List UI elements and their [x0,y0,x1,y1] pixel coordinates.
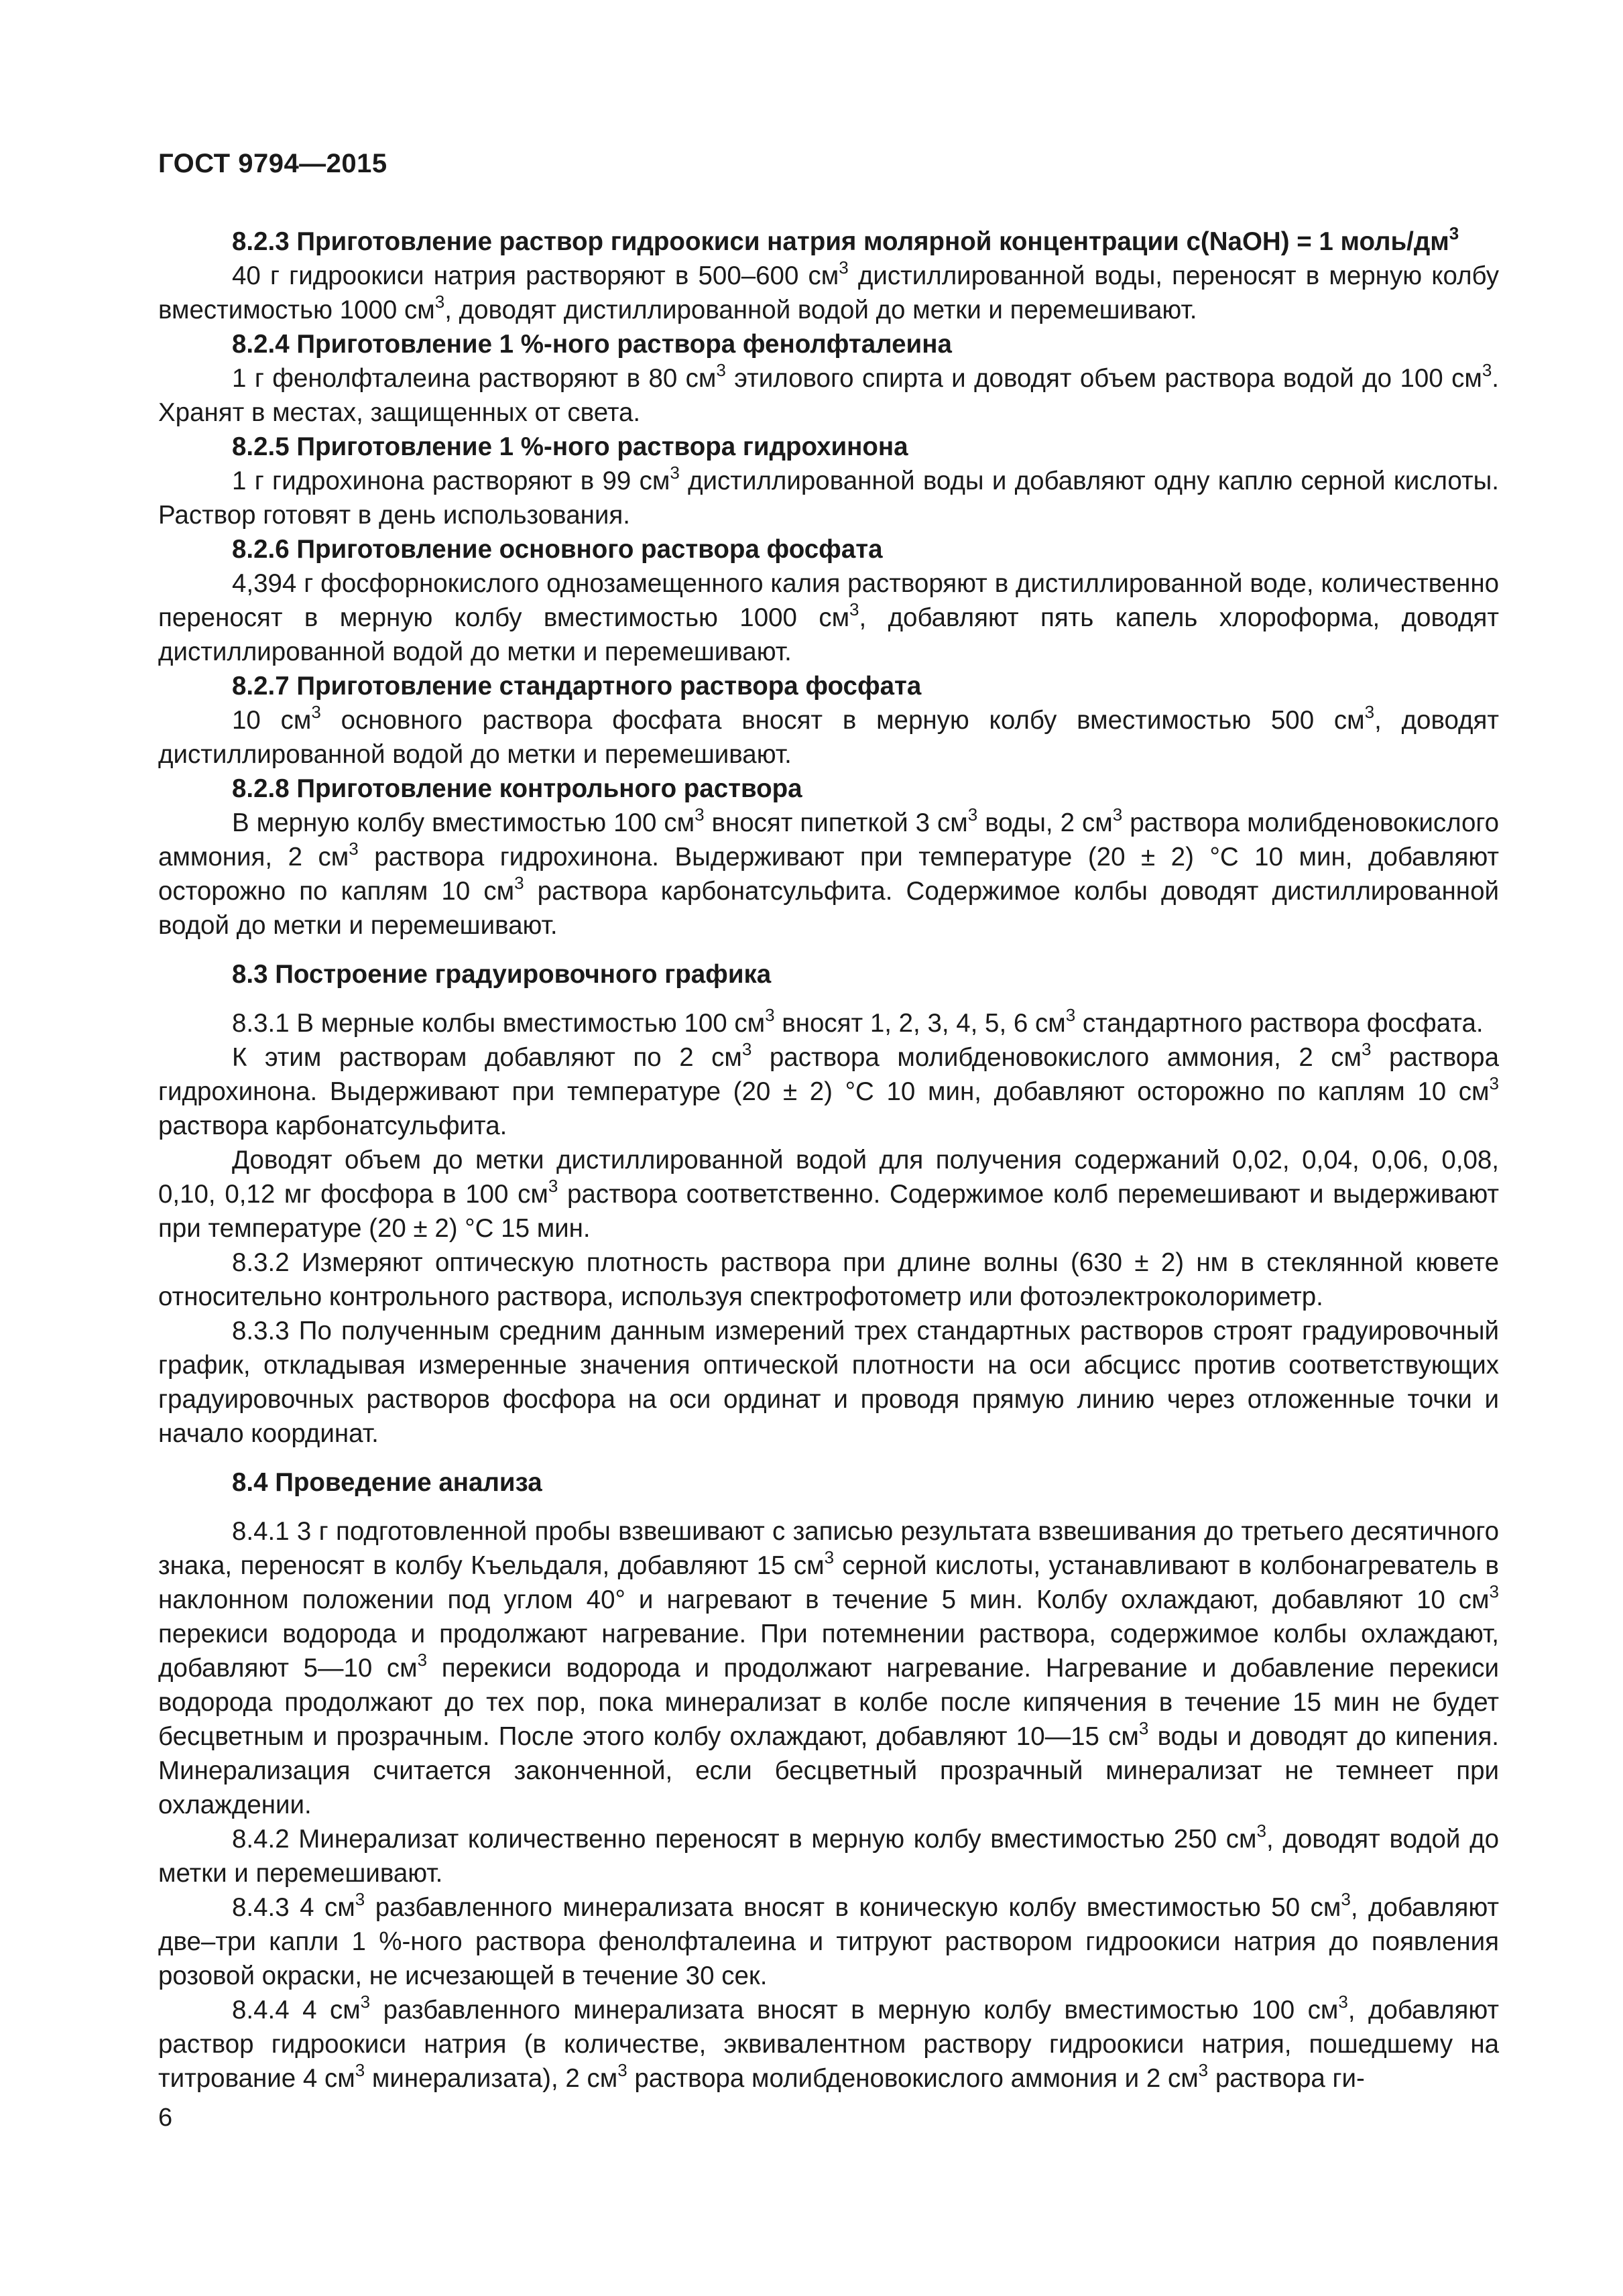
paragraph: 4,394 г фосфорнокислого однозамещенного калия растворяют в дистиллированной воде, количественно переносят в мерную колбу вместимостью 1000 $см^3$, добавляют пять капель хлороформа, доводят дистиллированной водой до метки и перемешивают. [158,569,1499,666]
section-heading: 8.3 Построение градуировочного графика [232,960,772,989]
section-heading: 8.2.8 Приготовление контрольного раствора [232,774,802,803]
document-header: ГОСТ 9794—2015 [158,149,387,178]
page-number: 6 [158,2104,173,2132]
section-heading: 8.2.4 Приготовление 1 %-ного раствора фенолфталеина [232,330,952,359]
paragraph: В мерную колбу вместимостью 100 $см^3$ вносят пипеткой 3 $см^3$ воды, 2 $см^3$ раствора молибденовокислого аммония, 2 $см^3$ раствора гидрохинона. Выдерживают при температуре (20 ± 2) °С 10 мин, добавляют осторожно по каплям 10 $см^3$ раствора карбонатсульфита. Содержимое колбы доводят дистиллированной водой до метки и перемешивают. [158,804,1500,940]
document-body [158,225,1499,2096]
paragraph: 1 г фенолфталеина растворяют в 80 $см^3$ этилового спирта и доводят объем раствора водой до 100 $см^3$. Хранят в местах, защищенных от света. [158,360,1499,427]
section-heading: 8.2.5 Приготовление 1 %-ного раствора гидрохинона [232,432,908,461]
section-heading: 8.4 Проведение анализа [232,1468,542,1497]
paragraph: 8.4.4 4 $см^3$ разбавленного минерализата вносят в мерную колбу вместимостью 100 $см^3$, добавляют раствор гидроокиси натрия (в количестве, эквивалентном раствору гидроокиси натрия, пошедшему на титрование 4 $см^3$ минерализата), 2 $см^3$ раствора молибденовокислого аммония и 2 $см^3$ раствора ги- [158,1992,1499,2093]
paragraph: 8.3.2 Измеряют оптическую плотность раствора при длине волны (630 ± 2) нм в стеклянной кювете относительно контрольного раствора, используя спектрофотометр или фотоэлектроколориметр. [158,1248,1499,1311]
paragraph: 8.4.1 3 г подготовленной пробы взвешивают с записью результата взвешивания до третьего десятичного знака, переносят в колбу Къельдаля, добавляют 15 $см^3$ серной кислоты, устанавливают в колбонагреватель в наклонном положении под углом 40° и нагревают в течение 5 мин. Колбу охлаждают, добавляют 10 $см^3$ перекиси водорода и продолжают нагревание. При потемнении раствора, содержимое колбы охлаждают, добавляют 5—10 $см^3$ перекиси водорода и продолжают нагревание. Нагревание и добавление перекиси водорода продолжают до тех пор, пока минерализат в колбе после кипячения в течение 15 мин не будет бесцветным и прозрачным. После этого колбу охлаждают, добавляют 10—15 $см^3$ воды и доводят до кипения. Минерализация считается законченной, если бесцветный прозрачный минерализат не темнеет при охлаждении. [158,1517,1499,1819]
paragraph: 8.3.1 В мерные колбы вместимостью 100 $см^3$ вносят 1, 2, 3, 4, 5, 6 $см^3$ стандартного раствора фосфата. [232,1005,1484,1038]
section-heading: 8.2.3 Приготовление раствор гидроокиси натрия молярной концентрации c(NaOH) = 1 моль/$дм^3$ [232,223,1459,256]
paragraph: К этим растворам добавляют по 2 $см^3$ раствора молибденовокислого аммония, 2 $см^3$ раствора гидрохинона. Выдерживают при температуре (20 ± 2) °С 10 мин, добавляют осторожно по каплям 10 $см^3$ раствора карбонатсульфита. [158,1039,1499,1140]
paragraph: 40 г гидроокиси натрия растворяют в 500–600 $см^3$ дистиллированной воды, переносят в мерную колбу вместимостью 1000 $см^3$, доводят дистиллированной водой до метки и перемешивают. [158,257,1499,324]
paragraph: 8.4.2 Минерализат количественно переносят в мерную колбу вместимостью 250 $см^3$, доводят водой до метки и перемешивают. [158,1821,1499,1888]
paragraph: 8.3.3 По полученным средним данным измерений трех стандартных растворов строят градуировочный график, откладывая измеренные значения оптической плотности на оси абсцисс против соответствующих градуировочных растворов фосфора на оси ординат и проводя прямую линию через отложенные точки и начало координат. [158,1317,1499,1448]
section-heading: 8.2.6 Приготовление основного раствора фосфата [232,535,883,564]
paragraph: 1 г гидрохинона растворяют в 99 $см^3$ дистиллированной воды и добавляют одну каплю серной кислоты. Раствор готовят в день использования. [158,463,1499,530]
paragraph: 8.4.3 4 $см^3$ разбавленного минерализата вносят в коническую колбу вместимостью 50 $см^3$, добавляют две–три капли 1 %-ного раствора фенолфталеина и титруют раствором гидроокиси натрия до появления розовой окраски, не исчезающей в течение 30 сек. [158,1889,1500,1990]
paragraph: 10 $см^3$ основного раствора фосфата вносят в мерную колбу вместимостью 500 $см^3$, доводят дистиллированной водой до метки и перемешивают. [158,702,1499,769]
paragraph: Доводят объем до метки дистиллированной водой для получения содержаний 0,02, 0,04, 0,06, 0,08, 0,10, 0,12 мг фосфора в 100 $см^3$ раствора соответственно. Содержимое колб перемешивают и выдерживают при температуре (20 ± 2) °С 15 мин. [158,1146,1499,1243]
section-heading: 8.2.7 Приготовление стандартного раствора фосфата [232,672,922,701]
